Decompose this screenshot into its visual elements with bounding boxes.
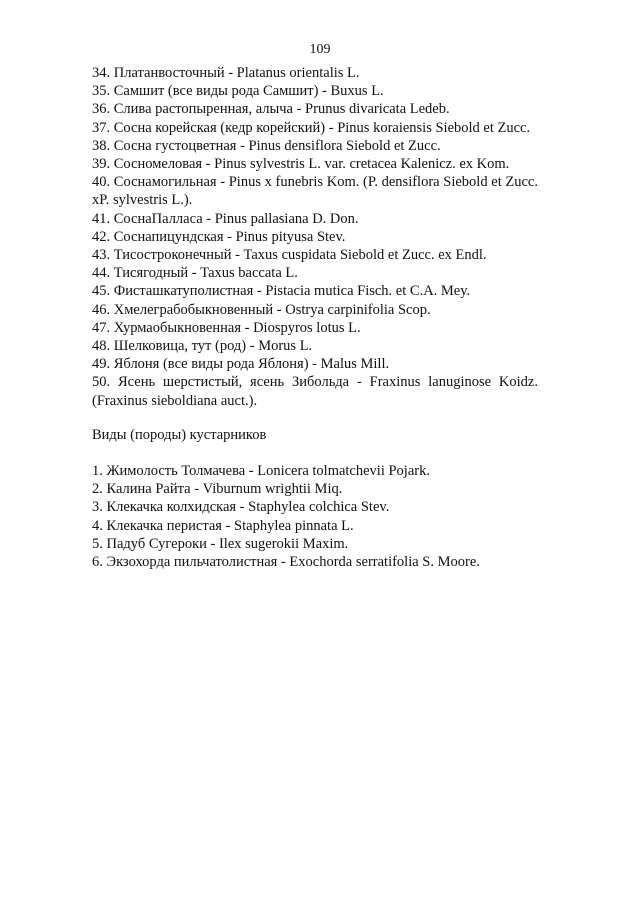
shrubs-section-heading: Виды (породы) кустарников xyxy=(92,427,267,443)
page-number: 109 xyxy=(309,42,331,57)
list-item: 45. Фисташкатуполистная - Pistacia mutica Fisch. et C.A. Mey. xyxy=(92,283,471,300)
list-item: 48. Шелковица, тут (род) - Morus L. xyxy=(92,338,313,355)
tree-species-list xyxy=(92,64,538,410)
list-item: 4. Клекачка перистая - Staphylea pinnata L. xyxy=(92,517,354,534)
list-item: 3. Клекачка колхидская - Staphylea colchica Stev. xyxy=(92,499,390,516)
list-item: 37. Сосна корейская (кедр корейский) - Pinus koraiensis Siebold et Zucc. xyxy=(92,119,531,136)
list-item: 36. Слива растопыренная, алыча - Prunus divaricata Ledeb. xyxy=(92,101,450,118)
list-item: 42. Соснапицундская - Pinus pityusa Stev. xyxy=(92,228,346,245)
list-item: 35. Самшит (все виды рода Самшит) - Buxus L. xyxy=(92,83,384,100)
list-item: 47. Хурмаобыкновенная - Diospyros lotus L. xyxy=(92,319,361,336)
list-item: 34. Платанвосточный - Platanus orientalis L. xyxy=(92,65,360,81)
list-item: 46. Хмелеграбобыкновенный - Ostrya carpinifolia Scop. xyxy=(92,301,431,318)
list-item: 41. СоснаПалласа - Pinus pallasiana D. Don. xyxy=(92,210,359,227)
shrub-species-list xyxy=(92,462,538,571)
list-item: 39. Сосномеловая - Pinus sylvestris L. var. cretacea Kalenicz. ex Kom. xyxy=(92,156,510,173)
list-item: 40. Соснамогильная - Pinus x funebris Kom. (P. densiflora Siebold et Zucc. xP. sylvestris L.). xyxy=(92,174,538,209)
list-item: 49. Яблоня (все виды рода Яблоня) - Malus Mill. xyxy=(92,356,390,373)
list-item: 6. Экзохорда пильчатолистная - Exochorda serratifolia S. Moore. xyxy=(92,554,480,571)
list-item: 43. Тисостроконечный - Taxus cuspidata Siebold et Zucc. ex Endl. xyxy=(92,247,487,264)
list-item: 38. Сосна густоцветная - Pinus densiflora Siebold et Zucc. xyxy=(92,137,441,154)
list-item: 2. Калина Райта - Viburnum wrightii Miq. xyxy=(92,481,343,498)
list-item: 5. Падуб Сугероки - Ilex sugerokii Maxim. xyxy=(92,535,349,552)
list-item: 50. Ясень шерстистый, ясень Зибольда - Fraxinus lanuginose Koidz. (Fraxinus sieboldiana auct.). xyxy=(92,374,538,409)
list-item: 44. Тисягодный - Taxus baccata L. xyxy=(92,265,298,282)
list-item: 1. Жимолость Толмачева - Lonicera tolmatchevii Pojark. xyxy=(92,463,430,479)
